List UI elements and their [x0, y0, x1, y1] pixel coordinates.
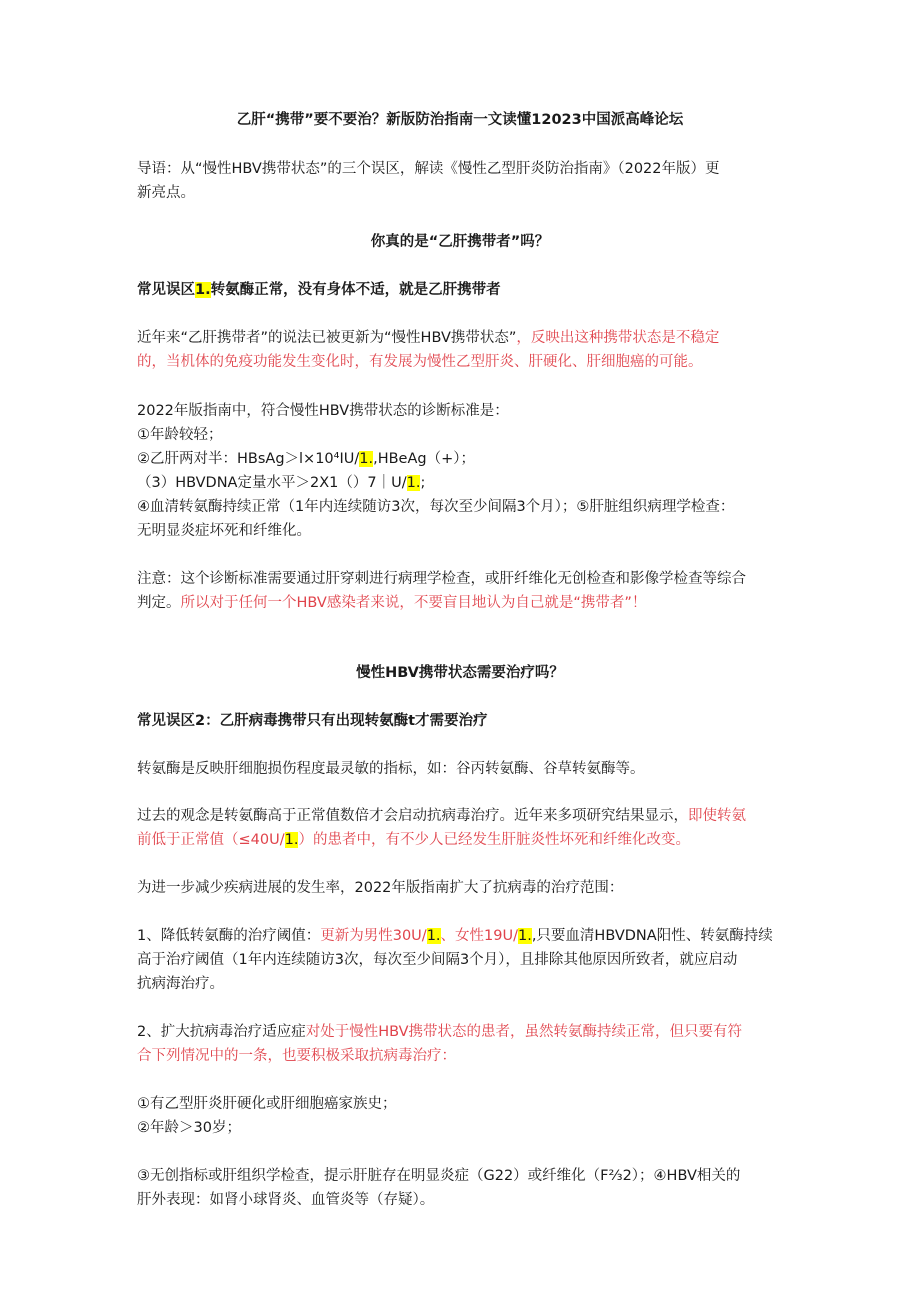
condition-1: ①有乙型肝炎肝硬化或肝细胞癌家族史；	[137, 1096, 397, 1112]
myth2-heading: 常见误区2：乙肝病毒携带只有出现转氨酶t才需要治疗	[137, 713, 488, 729]
criteria-item-1: ①年龄较轻；	[137, 427, 223, 443]
criteria-item-2-tail: ,HBeAg（+）；	[373, 451, 475, 467]
criteria-intro: 2022年版指南中，符合慢性HBV携带状态的诊断标准是：	[137, 403, 509, 419]
item2-red-1: 对处于慢性HBV携带状态的患者，虽然转氨酶持续正常，但只要有符	[305, 1024, 743, 1040]
note-line-2	[137, 593, 646, 613]
item1-highlight-1: 1.	[426, 928, 441, 944]
criteria-item-3-text: （3）HBVDNA定量水平＞2X1（）7｜U∕	[137, 475, 407, 491]
criteria-item-2-text: ②乙肝两对半：HBsAg＞l×10⁴IU∕	[137, 451, 360, 467]
myth1-marker: 1.	[195, 282, 211, 298]
s1-p1-red: ，反映出这种携带状态是不稳定	[516, 330, 720, 346]
s2-paragraph-3: 为进一步减少疾病进展的发生率，2022年版指南扩大了抗病毒的治疗范围：	[137, 880, 624, 896]
item1-line-2: 高于治疗阈值（1年内连续随访3次，每次至少间隔3个月），且排除其他原因所致者，就应启动	[137, 952, 738, 968]
intro-line-1: 导语：从“慢性HBV携带状态”的三个误区，解读《慢性乙型肝炎防治指南》（2022年版）更	[137, 161, 720, 177]
note-line-1: 注意：这个诊断标准需要通过肝穿刺进行病理学检查，或肝纤维化无创检查和影像学检查等综合	[137, 571, 746, 587]
s2-p2-red: 即使转氨	[688, 808, 746, 824]
criteria-item-3	[137, 473, 425, 493]
section2-heading: 慢性HBV携带状态需要治疗吗？	[356, 665, 564, 681]
s2-p2-red-a: 前低于正常值（≤40U∕	[137, 832, 285, 848]
s2-p2-highlight: 1.	[284, 832, 299, 848]
s1-paragraph-line-2: 的，当机体的免疫功能发生变化时，有发展为慢性乙型肝炎、肝硬化、肝细胞癌的可能。	[137, 354, 703, 370]
item2-line-1	[137, 1022, 742, 1042]
item1-line-3: 抗病海治疗。	[137, 976, 224, 992]
item1-line-1	[137, 926, 773, 946]
condition-3-line-1: ③无创指标或肝组织学检查，提示肝脏存在明显炎症（G22）或纤维化（F⅔2）；④HBV相关的	[137, 1168, 741, 1184]
note-line-2-black: 判定。	[137, 595, 181, 611]
item1-label: 1、降低转氨酶的治疗阈值：	[137, 928, 321, 944]
criteria-item-3-tail: ;	[420, 475, 426, 491]
myth1-prefix: 常见误区	[137, 282, 195, 298]
condition-2: ②年龄＞30岁；	[137, 1120, 241, 1136]
note-line-2-red: 所以对于任何一个HBV感染者来说，不要盲目地认为自己就是“携带者”！	[180, 595, 647, 611]
condition-3-line-2: 肝外表现：如肾小球肾炎、血管炎等（存疑）。	[137, 1192, 435, 1208]
item1-highlight-2: 1.	[517, 928, 532, 944]
item2-label: 2、扩大抗病毒治疗适应症	[137, 1024, 306, 1040]
criteria-item-4: ④血清转氨酶持续正常（1年内连续随访3次，每次至少间隔3个月）；⑤肝脏组织病理学检查：	[137, 499, 735, 515]
item1-female: 、女性19U∕	[440, 928, 518, 944]
item1-male: 更新为男性30U∕	[320, 928, 427, 944]
item2-line-2: 合下列情况中的一条，也要积极采取抗病毒治疗：	[137, 1048, 456, 1064]
criteria-item-3-highlight: 1.	[406, 475, 421, 491]
section1-heading: 你真的是“乙肝携带者”吗？	[370, 234, 550, 250]
s2-p2-red-b: ）的患者中，有不少人已经发生肝脏炎性坏死和纤维化改变。	[298, 832, 690, 848]
criteria-item-2	[137, 449, 475, 469]
s2-paragraph-2-line-1	[137, 806, 746, 826]
s2-paragraph-1: 转氨酶是反映肝细胞损伤程度最灵敏的指标，如：谷丙转氨酶、谷草转氨酶等。	[137, 761, 645, 777]
s1-p1-black: 近年来“乙肝携带者”的说法已被更新为“慢性HBV携带状态”	[137, 330, 517, 346]
document-title: 乙肝“携带”要不要治？新版防治指南一文读懂12023中国派高峰论坛	[236, 112, 684, 128]
intro-line-2: 新亮点。	[137, 185, 195, 201]
item1-tail: ,只要血清HBVDNA阳性、转氨酶持续	[531, 928, 773, 944]
myth1-text: 转氨酶正常，没有身体不适，就是乙肝携带者	[210, 282, 501, 298]
criteria-item-2-highlight: 1.	[359, 451, 374, 467]
myth1-heading	[137, 280, 501, 300]
s1-paragraph-line-1	[137, 328, 719, 348]
criteria-item-5: 无明显炎症坏死和纤维化。	[137, 523, 311, 539]
s2-p2-black: 过去的观念是转氨酶高于正常值数倍才会启动抗病毒治疗。近年来多项研究结果显示，	[137, 808, 688, 824]
s2-paragraph-2-line-2	[137, 830, 690, 850]
